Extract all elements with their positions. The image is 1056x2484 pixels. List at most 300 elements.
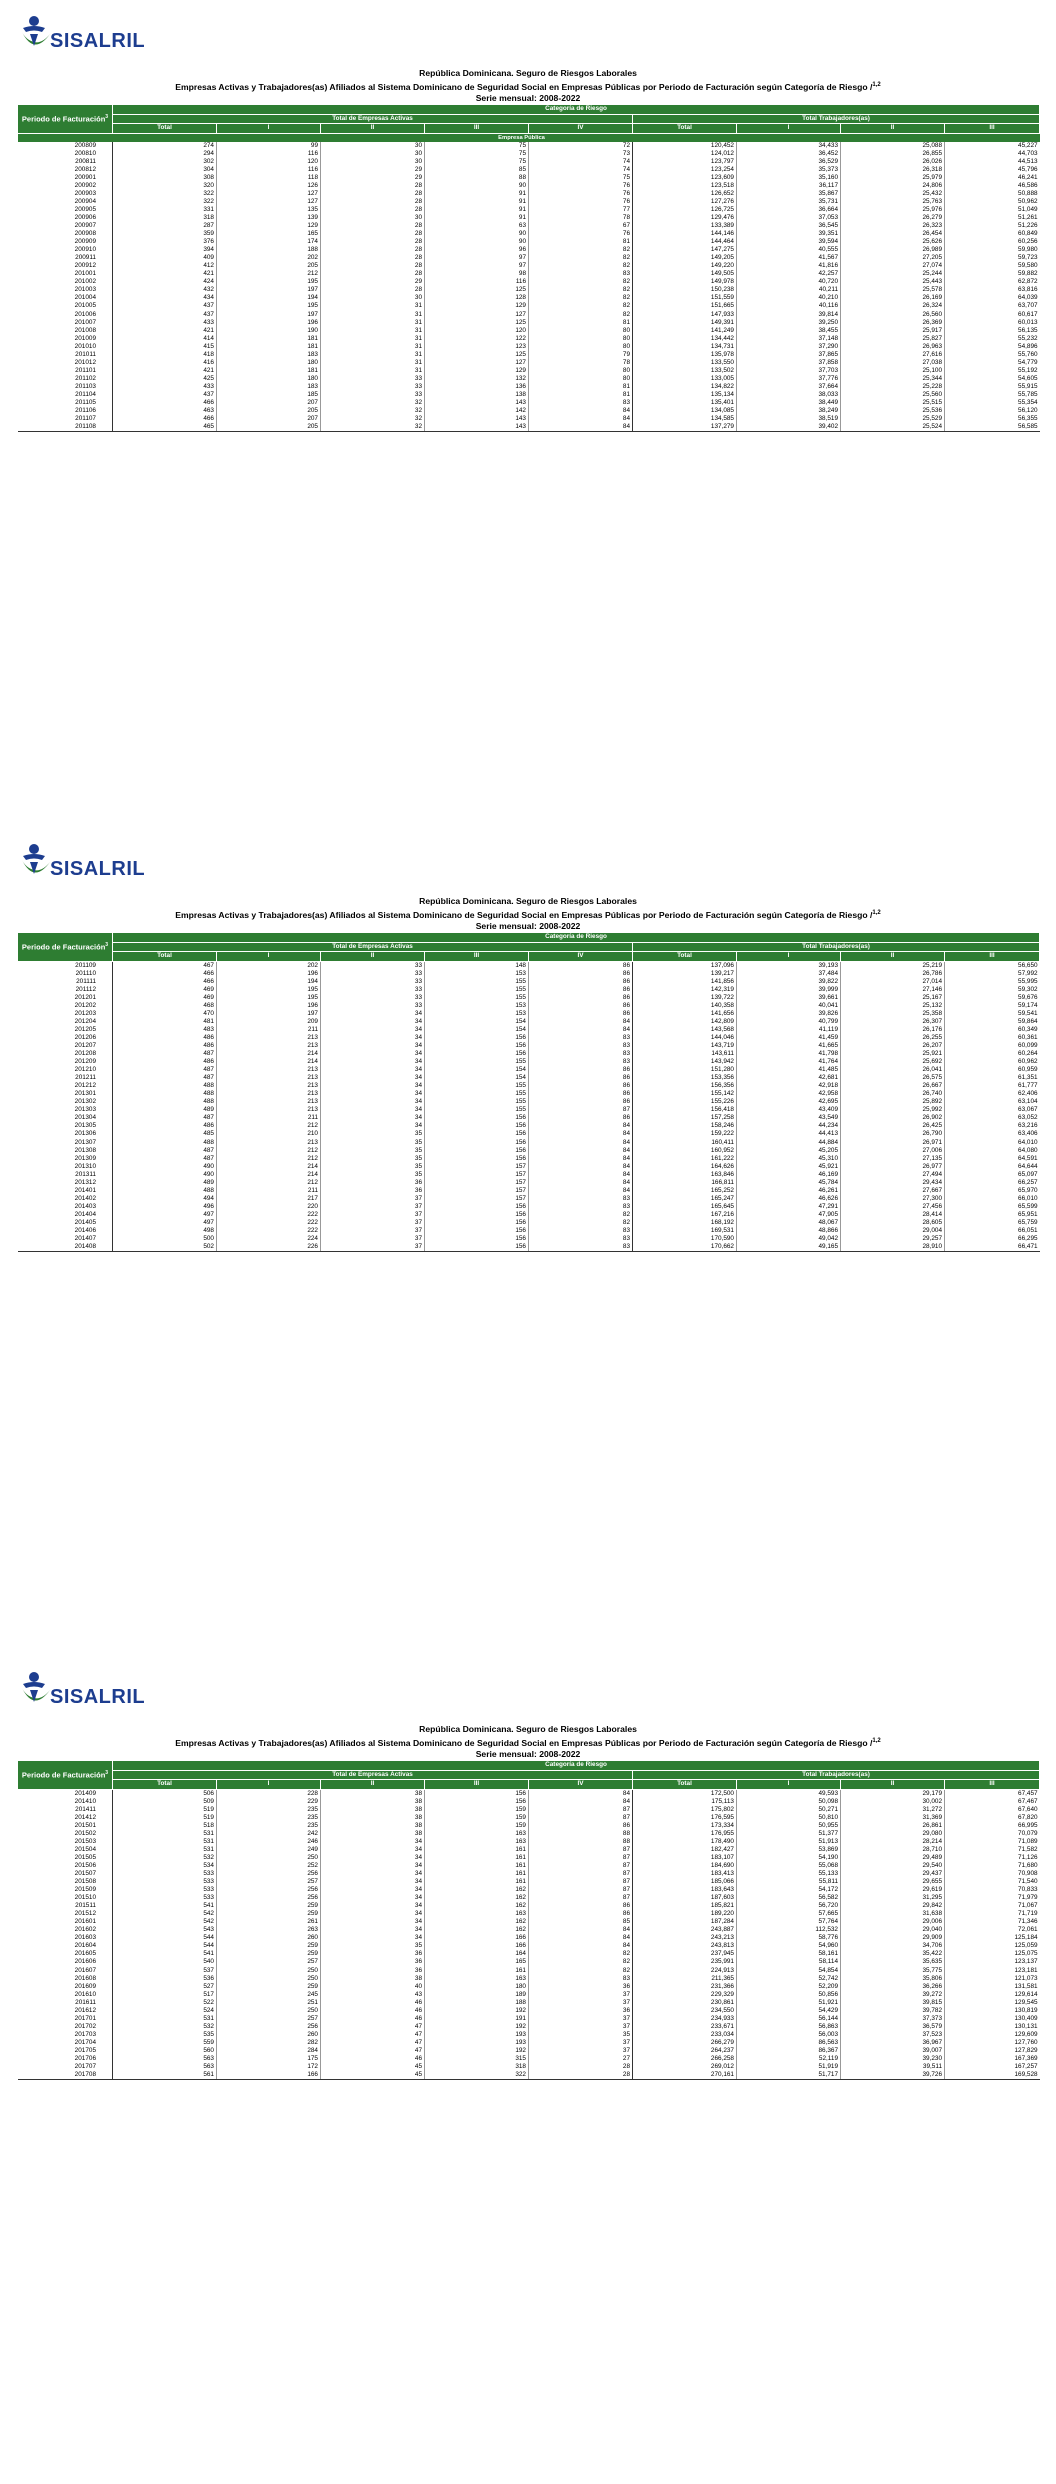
table-cell: 127,829 xyxy=(945,2047,1040,2055)
table-cell: 137,279 xyxy=(633,423,737,432)
table-cell: 63 xyxy=(425,222,529,230)
table-cell: 192 xyxy=(425,2023,529,2031)
title-line-2 xyxy=(0,908,1056,921)
cell-periodo: 200912 xyxy=(74,262,96,270)
table-cell: 29,437 xyxy=(841,1870,945,1878)
table-cell: 197 xyxy=(217,311,321,319)
table-cell: 35,775 xyxy=(841,1967,945,1975)
table-cell: 214 xyxy=(217,1050,321,1058)
table-cell: 35,160 xyxy=(737,174,841,182)
cell-periodo: 201102 xyxy=(75,374,96,382)
table-cell: 36 xyxy=(321,1967,425,1975)
table-cell: 72 xyxy=(529,142,633,150)
table-cell: 25,578 xyxy=(841,286,945,294)
table-cell: 38,519 xyxy=(737,415,841,423)
table-cell: 87 xyxy=(529,1870,633,1878)
table-cell: 86 xyxy=(529,1090,633,1098)
table-cell: 531 xyxy=(113,1838,217,1846)
table-cell: 37,484 xyxy=(737,970,841,978)
table-cell: 192 xyxy=(425,2047,529,2055)
header-categoria: Categoría de Riesgo xyxy=(113,105,1040,115)
table-cell: 27,456 xyxy=(841,1203,945,1211)
table-cell: 34 xyxy=(321,1122,425,1130)
cell-periodo: 201004 xyxy=(74,294,96,302)
table-cell: 425 xyxy=(113,375,217,383)
cell-periodo: 201205 xyxy=(74,1025,96,1033)
cell-periodo: 201002 xyxy=(74,278,96,286)
table-cell: 50,271 xyxy=(737,1806,841,1814)
table-row xyxy=(18,1074,1040,1082)
table-cell: 29,489 xyxy=(841,1854,945,1862)
table-cell: 26,324 xyxy=(841,302,945,310)
table-row xyxy=(18,359,1040,367)
table-cell: 65,097 xyxy=(945,1171,1040,1179)
table-row xyxy=(18,1098,1040,1106)
table-cell: 63,816 xyxy=(945,286,1040,294)
table-row xyxy=(18,1942,1040,1950)
table-row xyxy=(18,327,1040,335)
table-cell: 86 xyxy=(529,1074,633,1082)
table-cell: 41,816 xyxy=(737,262,841,270)
table-cell: 33 xyxy=(321,994,425,1002)
header-col-1: I xyxy=(217,124,321,134)
header-col-2: II xyxy=(321,952,425,962)
table-cell: 263 xyxy=(217,1926,321,1934)
table-cell: 469 xyxy=(113,986,217,994)
cell-periodo: 201105 xyxy=(75,399,96,407)
table-cell: 40,799 xyxy=(737,1018,841,1026)
table-cell: 222 xyxy=(217,1219,321,1227)
table-cell: 156,418 xyxy=(633,1106,737,1114)
table-cell: 44,513 xyxy=(945,158,1040,166)
table-cell: 151,665 xyxy=(633,302,737,310)
table-cell: 28,414 xyxy=(841,1211,945,1219)
table-cell: 38,033 xyxy=(737,391,841,399)
table-cell: 489 xyxy=(113,1179,217,1187)
table-cell: 41,567 xyxy=(737,254,841,262)
table-cell: 26,425 xyxy=(841,1122,945,1130)
table-cell: 83 xyxy=(529,1058,633,1066)
table-cell: 260 xyxy=(217,2031,321,2039)
title-line-3: Serie mensual: 2008-2022 xyxy=(475,92,581,103)
table-row xyxy=(18,158,1040,166)
table-cell: 48,067 xyxy=(737,1219,841,1227)
table-cell: 211 xyxy=(217,1187,321,1195)
table-cell: 287 xyxy=(113,222,217,230)
table-cell: 45,796 xyxy=(945,166,1040,174)
table-cell: 157,258 xyxy=(633,1114,737,1122)
table-cell: 213 xyxy=(217,1090,321,1098)
table-cell: 433 xyxy=(113,383,217,391)
cell-periodo: 200902 xyxy=(74,181,96,189)
table-cell: 432 xyxy=(113,286,217,294)
table-cell: 169,531 xyxy=(633,1227,737,1235)
table-row xyxy=(18,1886,1040,1894)
cell-periodo: 200903 xyxy=(74,189,96,197)
table-cell: 437 xyxy=(113,311,217,319)
table-cell: 166 xyxy=(425,1942,529,1950)
table-cell: 25,979 xyxy=(841,174,945,182)
table-row xyxy=(18,1902,1040,1910)
header-periodo-label: Periodo de Facturación xyxy=(21,1770,106,1780)
title-superscript: 1,2 xyxy=(872,1737,881,1744)
table-cell: 122 xyxy=(425,335,529,343)
table-cell: 156 xyxy=(425,1050,529,1058)
table-cell: 59,174 xyxy=(945,1002,1040,1010)
table-cell: 83 xyxy=(529,1227,633,1235)
table-cell: 42,257 xyxy=(737,270,841,278)
table-row xyxy=(18,319,1040,327)
table-cell: 213 xyxy=(217,1074,321,1082)
cell-periodo: 201106 xyxy=(75,407,96,415)
table-cell: 25,626 xyxy=(841,238,945,246)
table-cell: 162 xyxy=(425,1902,529,1910)
title-line-3: Serie mensual: 2008-2022 xyxy=(475,920,581,931)
title-line-2-text: Empresas Activas y Trabajadores(as) Afiliados al Sistema Dominicano de Seguridad Social en Empresas Públicas por Periodo de Facturación según Categoría de Riesgo / xyxy=(175,909,873,920)
table-cell: 172,500 xyxy=(633,1789,737,1798)
table-cell: 33 xyxy=(321,391,425,399)
table-cell: 35 xyxy=(321,1163,425,1171)
table-cell: 123,137 xyxy=(945,1958,1040,1966)
table-cell: 75 xyxy=(425,142,529,150)
table-cell: 133,005 xyxy=(633,375,737,383)
table-cell: 542 xyxy=(113,1918,217,1926)
table-cell: 144,464 xyxy=(633,238,737,246)
cell-periodo: 201306 xyxy=(74,1130,96,1138)
table-cell: 25,917 xyxy=(841,327,945,335)
table-cell: 46 xyxy=(321,2015,425,2023)
data-table xyxy=(17,1760,1040,2080)
table-cell: 143,611 xyxy=(633,1050,737,1058)
cell-periodo: 201603 xyxy=(74,1934,96,1942)
table-cell: 39,661 xyxy=(737,994,841,1002)
table-cell: 261 xyxy=(217,1918,321,1926)
table-cell: 26,667 xyxy=(841,1082,945,1090)
table-cell: 62,406 xyxy=(945,1090,1040,1098)
table-cell: 84 xyxy=(529,1942,633,1950)
table-cell: 498 xyxy=(113,1227,217,1235)
table-cell: 31 xyxy=(321,327,425,335)
table-cell: 213 xyxy=(217,1082,321,1090)
table-cell: 34 xyxy=(321,1886,425,1894)
table-row xyxy=(18,1106,1040,1114)
cell-periodo: 201406 xyxy=(74,1227,96,1235)
table-cell: 27,146 xyxy=(841,986,945,994)
table-row xyxy=(18,1894,1040,1902)
table-row xyxy=(18,978,1040,986)
title-line-1: República Dominicana. Seguro de Riesgos Laborales xyxy=(419,1724,637,1734)
table-cell: 125 xyxy=(425,351,529,359)
table-cell: 82 xyxy=(529,278,633,286)
table-cell: 34 xyxy=(321,1878,425,1886)
table-row xyxy=(18,1789,1040,1798)
cell-periodo: 200905 xyxy=(74,205,96,213)
cell-periodo: 201110 xyxy=(75,969,96,977)
cell-periodo: 201310 xyxy=(74,1162,96,1170)
table-cell: 126 xyxy=(217,182,321,190)
table-cell: 156 xyxy=(425,1798,529,1806)
table-cell: 41,665 xyxy=(737,1042,841,1050)
table-cell: 37,373 xyxy=(841,2015,945,2023)
table-cell: 36,967 xyxy=(841,2039,945,2047)
table-cell: 56,863 xyxy=(737,2023,841,2031)
table-cell: 29,655 xyxy=(841,1878,945,1886)
table-cell: 58,161 xyxy=(737,1950,841,1958)
table-cell: 159 xyxy=(425,1814,529,1822)
table-cell: 135,978 xyxy=(633,351,737,359)
table-cell: 78 xyxy=(529,359,633,367)
table-cell: 156 xyxy=(425,1130,529,1138)
table-cell: 140,358 xyxy=(633,1002,737,1010)
table-cell: 259 xyxy=(217,1910,321,1918)
table-cell: 87 xyxy=(529,1878,633,1886)
table-cell: 172 xyxy=(217,2063,321,2071)
table-cell: 170,662 xyxy=(633,1243,737,1252)
table-cell: 213 xyxy=(217,1042,321,1050)
table-cell: 56,582 xyxy=(737,1894,841,1902)
table-cell: 29,257 xyxy=(841,1235,945,1243)
table-cell: 129 xyxy=(425,302,529,310)
table-cell: 250 xyxy=(217,1967,321,1975)
table-cell: 39,999 xyxy=(737,986,841,994)
table-cell: 83 xyxy=(529,1042,633,1050)
table-row xyxy=(18,1042,1040,1050)
cell-periodo: 201605 xyxy=(74,1950,96,1958)
table-cell: 90 xyxy=(425,238,529,246)
table-cell: 25,100 xyxy=(841,367,945,375)
table-cell: 87 xyxy=(529,1106,633,1114)
table-cell: 517 xyxy=(113,1991,217,1999)
table-row xyxy=(18,1002,1040,1010)
table-cell: 80 xyxy=(529,327,633,335)
table-cell: 234,933 xyxy=(633,2015,737,2023)
table-cell: 250 xyxy=(217,1975,321,1983)
cell-periodo: 201311 xyxy=(75,1170,96,1178)
table-cell: 25,167 xyxy=(841,994,945,1002)
table-cell: 25,344 xyxy=(841,375,945,383)
table-cell: 157 xyxy=(425,1195,529,1203)
table-cell: 91 xyxy=(425,190,529,198)
table-cell: 37,664 xyxy=(737,383,841,391)
table-cell: 165 xyxy=(425,1958,529,1966)
table-cell: 32 xyxy=(321,423,425,432)
table-row xyxy=(18,1814,1040,1822)
table-cell: 131,581 xyxy=(945,1983,1040,1991)
title-line-1: República Dominicana. Seguro de Riesgos Laborales xyxy=(419,896,637,906)
table-cell: 55,232 xyxy=(945,335,1040,343)
table-cell: 72,061 xyxy=(945,1926,1040,1934)
table-cell: 37 xyxy=(321,1243,425,1252)
table-cell: 161 xyxy=(425,1878,529,1886)
table-cell: 50,962 xyxy=(945,198,1040,206)
table-cell: 129 xyxy=(217,222,321,230)
table-cell: 40,210 xyxy=(737,294,841,302)
table-cell: 34 xyxy=(321,1114,425,1122)
table-cell: 29,434 xyxy=(841,1179,945,1187)
table-cell: 123,518 xyxy=(633,182,737,190)
table-cell: 59,676 xyxy=(945,994,1040,1002)
table-cell: 60,962 xyxy=(945,1058,1040,1066)
table-cell: 34 xyxy=(321,1854,425,1862)
table-cell: 25,515 xyxy=(841,399,945,407)
table-cell: 129 xyxy=(425,367,529,375)
header-periodo xyxy=(18,1761,113,1790)
table-cell: 35 xyxy=(321,1942,425,1950)
table-cell: 180 xyxy=(217,359,321,367)
cell-periodo: 201006 xyxy=(74,310,96,318)
table-cell: 45 xyxy=(321,2071,425,2080)
title-line-1: República Dominicana. Seguro de Riesgos Laborales xyxy=(419,68,637,78)
table-cell: 159,222 xyxy=(633,1130,737,1138)
table-cell: 71,089 xyxy=(945,1838,1040,1846)
table-cell: 84 xyxy=(529,1147,633,1155)
table-row xyxy=(18,399,1040,407)
table-cell: 34 xyxy=(321,1090,425,1098)
table-cell: 155 xyxy=(425,994,529,1002)
table-row xyxy=(18,2071,1040,2080)
table-cell: 58,114 xyxy=(737,1958,841,1966)
table-row xyxy=(18,302,1040,310)
table-cell: 84 xyxy=(529,1122,633,1130)
table-cell: 63,216 xyxy=(945,1122,1040,1130)
table-cell: 60,256 xyxy=(945,238,1040,246)
table-cell: 487 xyxy=(113,1074,217,1082)
table-row xyxy=(18,2015,1040,2023)
table-cell: 33 xyxy=(321,978,425,986)
table-cell: 274 xyxy=(113,142,217,150)
table-cell: 34 xyxy=(321,1034,425,1042)
table-cell: 259 xyxy=(217,1942,321,1950)
logo-text: SISALRIL xyxy=(50,858,146,880)
table-cell: 77 xyxy=(529,206,633,214)
header-empresas: Total de Empresas Activas xyxy=(113,1770,633,1780)
table-row xyxy=(18,1203,1040,1211)
table-cell: 162 xyxy=(425,1918,529,1926)
table-cell: 71,067 xyxy=(945,1902,1040,1910)
table-cell: 167,369 xyxy=(945,2055,1040,2063)
table-cell: 197 xyxy=(217,286,321,294)
table-cell: 28 xyxy=(321,238,425,246)
table-cell: 88 xyxy=(425,174,529,182)
table-cell: 38 xyxy=(321,1798,425,1806)
table-cell: 125,059 xyxy=(945,1942,1040,1950)
table-cell: 120 xyxy=(217,158,321,166)
table-cell: 66,995 xyxy=(945,1822,1040,1830)
table-cell: 149,978 xyxy=(633,278,737,286)
table-cell: 155 xyxy=(425,978,529,986)
table-cell: 159 xyxy=(425,1822,529,1830)
table-cell: 29,179 xyxy=(841,1789,945,1798)
table-cell: 31 xyxy=(321,343,425,351)
table-cell: 139 xyxy=(217,214,321,222)
table-cell: 212 xyxy=(217,1147,321,1155)
cell-periodo: 201509 xyxy=(74,1886,96,1894)
table-cell: 156 xyxy=(425,1122,529,1130)
table-cell: 195 xyxy=(217,278,321,286)
table-cell: 86 xyxy=(529,1902,633,1910)
table-cell: 116 xyxy=(217,166,321,174)
table-cell: 39,272 xyxy=(841,1991,945,1999)
title-line-3: Serie mensual: 2008-2022 xyxy=(475,1748,581,1759)
table-cell: 130,409 xyxy=(945,2015,1040,2023)
table-cell: 132 xyxy=(425,375,529,383)
table-cell: 183 xyxy=(217,351,321,359)
table-cell: 26,369 xyxy=(841,319,945,327)
table-cell: 488 xyxy=(113,1098,217,1106)
cell-periodo: 201404 xyxy=(74,1210,96,1218)
table-cell: 64,039 xyxy=(945,294,1040,302)
table-cell: 211,365 xyxy=(633,1975,737,1983)
table-cell: 26,169 xyxy=(841,294,945,302)
table-cell: 82 xyxy=(529,1211,633,1219)
table-cell: 489 xyxy=(113,1106,217,1114)
table-cell: 91 xyxy=(425,214,529,222)
table-cell: 71,680 xyxy=(945,1862,1040,1870)
table-cell: 149,205 xyxy=(633,254,737,262)
table-cell: 33 xyxy=(321,375,425,383)
table-cell: 25,529 xyxy=(841,415,945,423)
table-cell: 195 xyxy=(217,302,321,310)
table-cell: 488 xyxy=(113,1090,217,1098)
cell-periodo: 201011 xyxy=(75,350,96,358)
header-col-0: Total xyxy=(113,124,217,134)
table-cell: 38,449 xyxy=(737,399,841,407)
table-cell: 322 xyxy=(113,198,217,206)
cell-periodo: 201207 xyxy=(74,1041,96,1049)
table-cell: 42,695 xyxy=(737,1098,841,1106)
table-cell: 83 xyxy=(529,1243,633,1252)
table-cell: 59,864 xyxy=(945,1018,1040,1026)
table-cell: 61,777 xyxy=(945,1082,1040,1090)
table-header xyxy=(18,1761,1040,1790)
table-row xyxy=(18,190,1040,198)
table-cell: 30 xyxy=(321,294,425,302)
table-row xyxy=(18,351,1040,359)
table-cell: 486 xyxy=(113,1058,217,1066)
table-cell: 34 xyxy=(321,1050,425,1058)
table-cell: 86 xyxy=(529,1822,633,1830)
table-cell: 38 xyxy=(321,1789,425,1798)
table-header xyxy=(18,105,1040,134)
table-row xyxy=(18,1950,1040,1958)
cell-periodo: 201304 xyxy=(74,1114,96,1122)
table-cell: 156 xyxy=(425,1114,529,1122)
table-cell: 163 xyxy=(425,1838,529,1846)
table-cell: 116 xyxy=(425,278,529,286)
table-cell: 56,003 xyxy=(737,2031,841,2039)
table-cell: 266,279 xyxy=(633,2039,737,2047)
table-cell: 82 xyxy=(529,262,633,270)
table-cell: 84 xyxy=(529,1798,633,1806)
table-cell: 66,471 xyxy=(945,1243,1040,1252)
table-cell: 87 xyxy=(529,1846,633,1854)
table-cell: 27,006 xyxy=(841,1147,945,1155)
table-cell: 64,591 xyxy=(945,1155,1040,1163)
table-cell: 294 xyxy=(113,150,217,158)
table-cell: 256 xyxy=(217,1870,321,1878)
table-cell: 189 xyxy=(425,1991,529,1999)
table-cell: 67,467 xyxy=(945,1798,1040,1806)
table-cell: 191 xyxy=(425,2015,529,2023)
table-cell: 86 xyxy=(529,1910,633,1918)
table-cell: 183,643 xyxy=(633,1886,737,1894)
table-cell: 147,933 xyxy=(633,311,737,319)
table-row xyxy=(18,1050,1040,1058)
header-col-8: III xyxy=(945,1780,1040,1790)
table-cell: 155 xyxy=(425,986,529,994)
table-cell: 61,351 xyxy=(945,1074,1040,1082)
table-row xyxy=(18,1066,1040,1074)
